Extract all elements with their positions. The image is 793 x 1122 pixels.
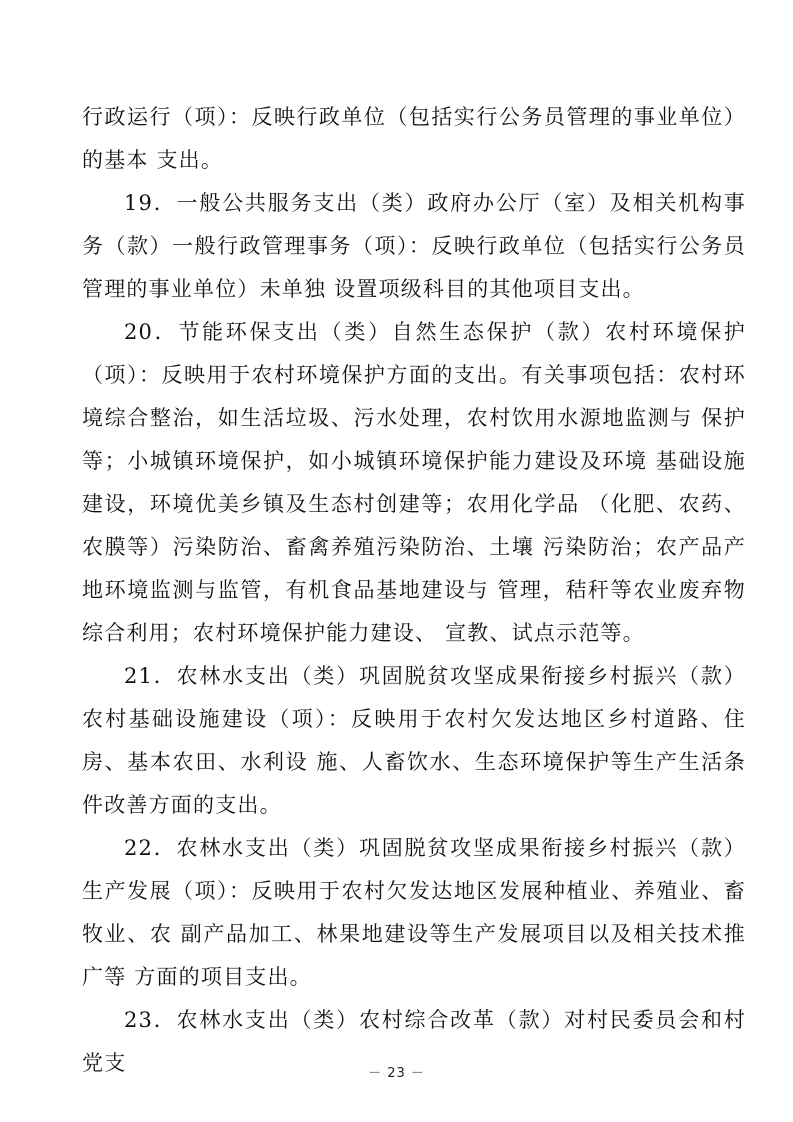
document-body xyxy=(82,96,754,1085)
paragraph-administrative-operation: 行政运行（项）：反映行政单位（包括实行公务员管理的事业单位）的基本 支出。 xyxy=(82,105,746,172)
paragraph-item-20: 20．节能环保支出（类）自然生态保护（款）农村环境保护（项）：反映用于农村环境保护方面的支出。有关事项包括：农村环 境综合整治，如生活垃圾、污水处理，农村饮用水源地监测与 保护等；小城镇环境保护，如小城镇环境保护能力建设及环境 基础设施建设，环境优美乡镇及生态村创建等；农用化学品 （化肥、农药、农膜等）污染防治、畜禽养殖污染防治、土壤 污染防治；农产品产地环境监测与监管，有机食品基地建设与 管理，秸秆等农业废弃物综合利用；农村环境保护能力建设、 宣教、试点示范等。 xyxy=(82,320,754,645)
page-number: － 23 － xyxy=(368,1066,425,1081)
paragraph-item-23: 23．农林水支出（类）农村综合改革（款）对村民委员会和村党支 xyxy=(82,1008,746,1075)
paragraph-item-22: 22．农林水支出（类）巩固脱贫攻坚成果衔接乡村振兴（款）生产发展（项）：反映用于农村欠发达地区发展种植业、养殖业、畜牧业、农 副产品加工、林果地建设等生产发展项目以及相关技术推广等 方面的项目支出。 xyxy=(82,836,746,989)
paragraph-item-19: 19．一般公共服务支出（类）政府办公厅（室）及相关机构事务（款）一般行政管理事务（项）：反映行政单位（包括实行公务员管理的事业单位）未单独 设置项级科目的其他项目支出。 xyxy=(82,191,746,301)
paragraph-item-21: 21．农林水支出（类）巩固脱贫攻坚成果衔接乡村振兴（款）农村基础设施建设（项）：反映用于农村欠发达地区乡村道路、住房、基本农田、水利设 施、人畜饮水、生态环境保护等生产生活条件改善方面的支出。 xyxy=(82,664,746,817)
